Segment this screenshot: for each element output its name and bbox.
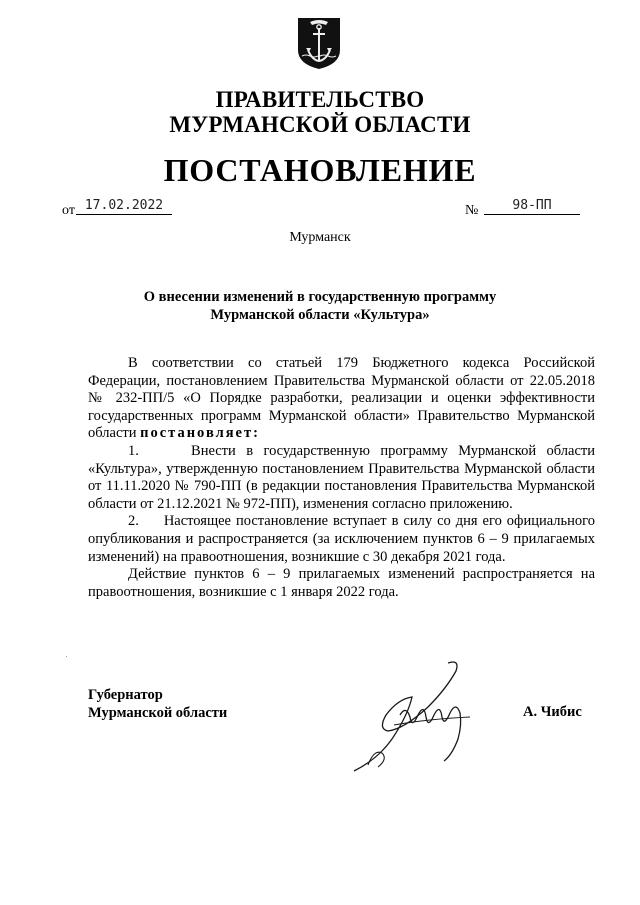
handwritten-signature-icon [348,655,488,777]
document-type-title: ПОСТАНОВЛЕНИЕ [163,152,477,188]
subject-line1: О внесении изменений в государственную программу [143,289,497,305]
document-subject [0,288,640,324]
resolution-word: постановляет: [140,425,260,442]
position-line2: Мурманской области [88,705,228,721]
signatory-position [88,686,227,722]
org-name-line2: МУРМАНСКОЙ ОБЛАСТИ [169,112,471,137]
paragraph-item-1: 1. Внести в государственную программу Мурманской области «Культура», утвержденную постановлением Правительства Мурманской области от 11.11.2020 № 790-ПП (в редакции постановления Правительства Мурманской области от 21.12.2021 № 972-ПП), изменения согласно приложению. [88,442,595,512]
number-label: № [465,203,479,218]
date-label: от [62,203,75,218]
document-number: 98-ПП [484,198,580,215]
document-body [88,355,595,601]
signatory-name: А. Чибис [523,704,582,720]
paragraph-effect: Действие пунктов 6 – 9 прилагаемых изменений распространяется на правоотношения, возникшие с 1 января 2022 года. [88,566,595,600]
paragraph-item-2: 2. Настоящее постановление вступает в силу со дня его официального опубликования и распространяется (за исключением пунктов 6 – 9 прилагаемых изменений) на правоотношения, возникшие с 30 декабря 2021 года. [88,513,595,565]
coat-of-arms-icon [296,16,342,70]
position-line1: Губернатор [88,687,163,703]
org-name-line1: ПРАВИТЕЛЬСТВО [215,87,425,112]
subject-line2: Мурманской области «Культура» [210,307,430,323]
document-city: Мурманск [289,230,351,245]
scan-speck [66,656,67,657]
document-date: 17.02.2022 [76,198,172,215]
paragraph-preamble [88,355,595,443]
preamble-text: В соответствии со статьей 179 Бюджетного кодекса Российской Федерации, постановлением Правительства Мурманской области от 22.05.2018 № 232-ПП/5 «О Порядке разработки, реализации и оценки эффективности государственных программ Мурманской области» Правительство Мурманской области [88,355,595,442]
